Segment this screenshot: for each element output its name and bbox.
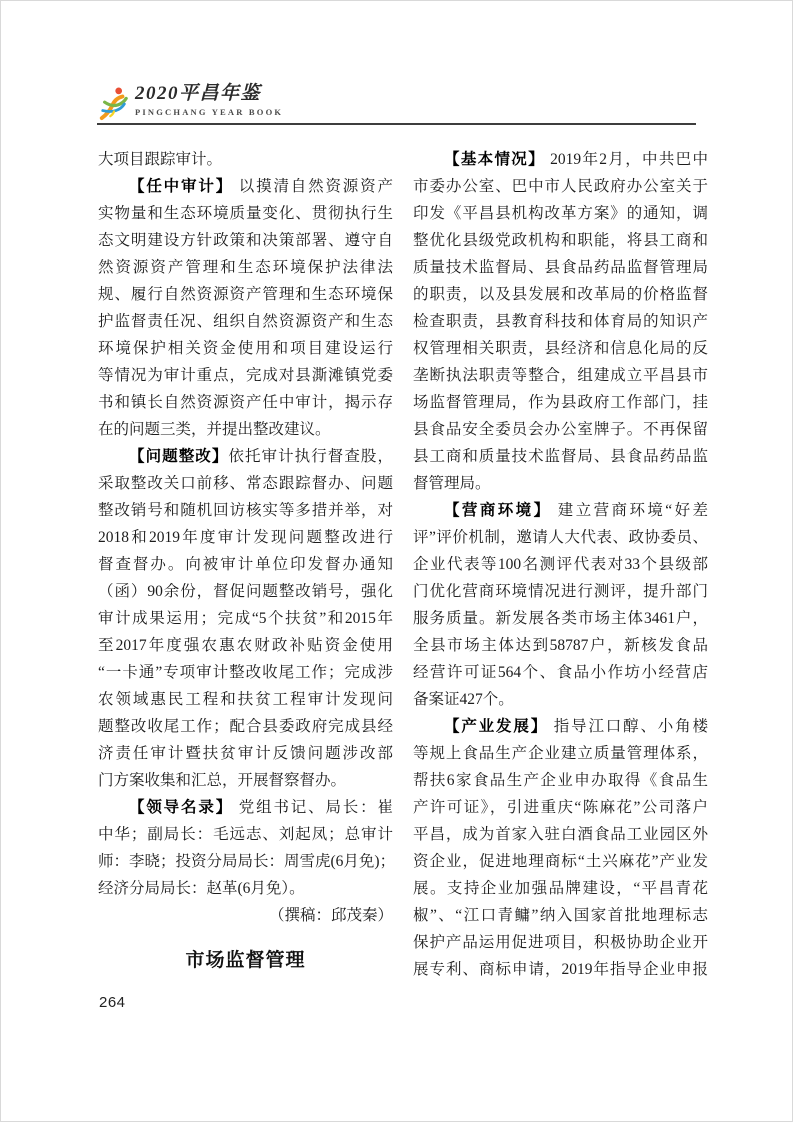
text-line: 产许可证》，引进重庆“陈麻花”公司落户: [413, 799, 708, 816]
text-line: 中华；副局长：毛远志、刘起凤；总审计: [98, 826, 393, 843]
text-line: 整改销号和随机回访核实等多措并举，对: [98, 502, 393, 519]
text-line: 农领域惠民工程和扶贫工程审计发现问: [98, 691, 393, 708]
text-line: 保护产品运用促进项目，积极协助企业开: [413, 934, 708, 951]
text-line: [98, 443, 393, 470]
entry-heading: 【营商环境】: [444, 502, 552, 519]
text-line: “一卡通”专项审计整改收尾工作；完成涉: [98, 664, 393, 681]
text-line: 采取整改关口前移、常态跟踪督办、问题: [98, 475, 393, 492]
entry-heading: 【基本情况】: [444, 151, 545, 168]
entry-text: 以摸清自然资源资产: [233, 178, 393, 195]
text-line: （函）90余份，督促问题整改销号，强化: [98, 583, 393, 600]
left-column: [98, 146, 396, 983]
text-line: 门方案收集和汇总，开展督察督办。: [98, 772, 347, 789]
text-line: 场监督管理局，作为县政府工作部门，挂: [413, 394, 708, 411]
logo-text-block: [135, 83, 283, 117]
text-line: 规、履行自然资源资产管理和生态环境保: [98, 286, 393, 303]
text-line: 书和镇长自然资源资产任中审计，揭示存: [98, 394, 393, 411]
text-line: 大项目跟踪审计。: [98, 151, 223, 168]
text-line: 市委办公室、巴中市人民政府办公室关于: [413, 178, 708, 195]
text-line: 椒”、“江口青鳙”纳入国家首批地理标志: [413, 907, 708, 924]
text-line: 服务质量。新发展各类市场主体3461户，: [413, 610, 708, 627]
runner-ribbon-icon: [99, 85, 129, 123]
entry-text: 指导江口醇、小角楼: [548, 718, 708, 735]
text-line: 在的问题三类，并提出整改建议。: [98, 421, 331, 438]
text-line: 印发《平昌县机构改革方案》的通知，调: [413, 205, 708, 222]
entry-heading: 【领导名录】: [129, 799, 234, 816]
text-line: 帮扶6家食品生产企业申办取得《食品生: [413, 772, 708, 789]
text-line: 权管理相关职责，县经济和信息化局的反: [413, 340, 708, 357]
text-line: [413, 713, 708, 740]
text-line: 的职责，以及县发展和改革局的价格监督: [413, 286, 708, 303]
text-line: 环境保护相关资金使用和项目建设运行: [98, 340, 393, 357]
text-line: （撰稿：邱茂秦）: [268, 907, 393, 924]
text-line: 检查职责，县教育科技和体育局的知识产: [413, 313, 708, 330]
text-columns: [98, 146, 708, 983]
text-line: [413, 497, 708, 524]
text-line: 备案证427个。: [413, 691, 514, 708]
text-line: 评”评价机制，邀请人大代表、政协委员、: [413, 529, 708, 546]
text-line: 题整改收尾工作；配合县委政府完成县经: [98, 718, 393, 735]
text-line: 济责任审计暨扶贫审计反馈问题涉改部: [98, 745, 393, 762]
entry-text: 建立营商环境“好差: [551, 502, 708, 519]
text-line: 展专利、商标申请，2019年指导企业申报: [413, 961, 708, 978]
text-line: 然资源资产管理和生态环境保护法律法: [98, 259, 393, 276]
page-number: 264: [99, 994, 126, 1011]
text-line: 等情况为审计重点，完成对县澌滩镇党委: [98, 367, 393, 384]
text-line: [413, 146, 708, 173]
text-line: 展。支持企业加强品牌建设，“平昌青花: [413, 880, 708, 897]
entry-heading: 【产业发展】: [444, 718, 549, 735]
text-line: 资企业，促进地理商标“土兴麻花”产业发: [413, 853, 708, 870]
text-line: 门优化营商环境情况进行测评，提升部门: [413, 583, 708, 600]
text-line: 经济分局局长：赵革(6月免）。: [98, 880, 305, 897]
text-line: 至2017年度强农惠农财政补贴资金使用: [98, 637, 393, 654]
yearbook-logo: [99, 83, 283, 123]
text-line: 整优化县级党政机构和职能，将县工商和: [413, 232, 708, 249]
text-line: 2018和2019年度审计发现问题整改进行: [98, 529, 393, 546]
text-line: 平昌，成为首家入驻白酒食品工业园区外: [413, 826, 708, 843]
logo-subtitle: PINGCHANG YEAR BOOK: [135, 107, 284, 117]
header-divider: [97, 123, 696, 125]
text-line: 态文明建设方针政策和决策部署、遵守自: [98, 232, 393, 249]
right-column: [413, 146, 708, 983]
logo-title: 2020平昌年鉴: [135, 83, 262, 104]
text-line: [98, 173, 393, 200]
text-line: 审计成果运用；完成“5个扶贫”和2015年: [98, 610, 393, 627]
text-line: 质量技术监督局、县食品药品监督管理局: [413, 259, 708, 276]
text-line: 全县市场主体达到58787户，新核发食品: [413, 637, 708, 654]
text-line: 县食品安全委员会办公室牌子。不再保留: [413, 421, 708, 438]
text-line: 师：李晓；投资分局局长：周雪虎(6月免)；: [98, 853, 396, 870]
text-line: 实物量和生态环境质量变化、贯彻执行生: [98, 205, 393, 222]
text-line: 县工商和质量技术监督局、县食品药品监: [413, 448, 708, 465]
text-line: 经营许可证564个、食品小作坊小经营店: [413, 664, 708, 681]
text-line: 企业代表等100名测评代表对33个县级部: [413, 556, 708, 573]
text-line: 督管理局。: [413, 475, 491, 492]
text-line: 督查督办。向被审计单位印发督办通知: [98, 556, 393, 573]
text-line: [98, 794, 393, 821]
text-line: 护监督责任况、组织自然资源资产和生态: [98, 313, 393, 330]
entry-text: 2019年2月，中共巴中: [544, 151, 708, 168]
text-line: 等规上食品生产企业建立质量管理体系，: [413, 745, 708, 762]
entry-heading: 【问题整改】: [129, 448, 229, 465]
entry-text: 党组书记、局长：崔: [233, 799, 393, 816]
entry-text: 依托审计执行督查股，: [228, 448, 393, 465]
entry-heading: 【任中审计】: [129, 178, 234, 195]
text-line: 垄断执法职责等整合，组建成立平昌县市: [413, 367, 708, 384]
section-heading: 市场监督管理: [185, 950, 306, 971]
